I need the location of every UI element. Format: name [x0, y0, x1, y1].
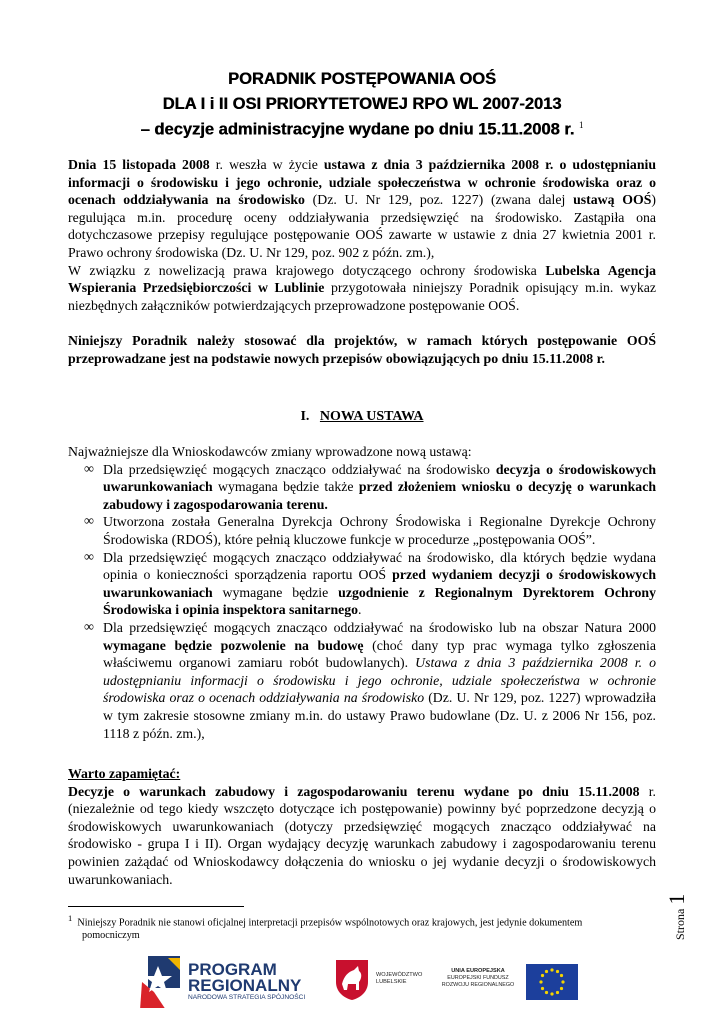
footnote-divider — [68, 906, 244, 907]
section-title: NOWA USTAWA — [319, 409, 424, 424]
bullet-1-text-b: decyzja o środowiskowych uwarunkowaniach — [103, 461, 657, 495]
intro-act-name: ustawa z dnia 3 października 2008 r. o udostępnianiu informacji o środowisku i jego ochronie, udziale społeczeństwa w ochronie środowiska oraz o ocenach oddziaływania na środowisko — [68, 157, 657, 208]
eu-line1: UNIA EUROPEJSKA — [451, 968, 505, 974]
infinity-bullet-icon: ∞ — [84, 549, 94, 565]
footnote — [68, 912, 656, 942]
program-name — [188, 962, 301, 994]
bullet-4-text-e: (Dz. U. Nr 129, poz. 1227) wprowadziła w tym zakresie stosowne zmiany m.in. do ustawy Prawo budowlane (Dz. U. z 2006 Nr 156, poz. 1118 z późn. zm.), — [103, 690, 656, 741]
intro-paragraph-2 — [68, 262, 656, 315]
lublin-line1: WOJEWÓDZTWO — [376, 972, 423, 978]
footer-logos — [0, 952, 724, 1012]
list-item — [68, 549, 656, 619]
footnote-text-2: pomocniczym — [82, 930, 140, 942]
eu-line2: EUROPEJSKI FUNDUSZ — [447, 975, 509, 981]
program-star-icon — [140, 952, 184, 1008]
notice-text: Niniejszy Poradnik należy stosować dla projektów, w ramach których postępowanie OOŚ przeprowadzane jest na podstawie nowych przepisów obowiązujących po dniu 15.11.2008 r. — [68, 332, 656, 366]
infinity-bullet-icon: ∞ — [84, 461, 94, 477]
changes-list — [68, 461, 656, 743]
bullet-3-text-e: . — [358, 602, 362, 618]
bullet-3-text-b: przed wydaniem decyzji o środowiskowych uwarunkowaniach — [103, 567, 657, 600]
footnote-ref[interactable]: 1 — [578, 120, 584, 130]
lublin-label — [376, 972, 422, 986]
doc-title-line2: DLA I i II OSI PRIORYTETOWEJ RPO WL 2007-2013 — [162, 95, 562, 113]
eu-flag-icon — [526, 964, 578, 1000]
intro-date: Dnia 15 listopada 2008 — [68, 157, 210, 172]
remember-paragraph — [68, 783, 656, 889]
infinity-bullet-icon: ∞ — [84, 514, 94, 530]
bullet-4-text-d: Ustawa z dnia 3 października 2008 r. o udostępnianiu informacji o środowisku i jego ochronie, udziale społeczeństwa w ochronie środowiska oraz o ocenach oddziaływania na środowisko — [103, 655, 657, 706]
bullet-1-text-a: Dla przedsięwzięć mogących znacząco oddziaływać na środowisko — [103, 461, 496, 477]
program-subtitle: NARODOWA STRATEGIA SPÓJNOŚCI — [188, 994, 306, 1001]
list-item — [68, 461, 656, 514]
intro-text-3: ) regulująca m.in. procedurę oceny oddziaływania przedsięwzięć na środowisko. Zastąpiła ona dotychczasowe przepisy regulujące postępowanie OOŚ zawarte w ustawie z dnia 27 kwietnia 2001 r. Prawo ochrony środowiska (Dz. U. Nr 129, poz. 902 z późn. zm.), — [68, 192, 656, 260]
section-heading — [0, 409, 724, 425]
remember-text-bold: Decyzje o warunkach zabudowy i zagospodarowaniu terenu wydane po dniu 15.11.2008 — [68, 783, 640, 799]
intro-p2-text-2: przygotowała niniejszy Poradnik opisujący m.in. wykaz niezbędnych załączników potwierdzających przeprowadzone postępowanie OOŚ. — [68, 280, 656, 313]
page-number-value: 1 — [664, 893, 689, 905]
footnote-number: 1 — [68, 913, 73, 923]
program-regionalny-logo — [140, 952, 310, 1008]
remember-label: Warto zapamiętać: — [68, 766, 181, 781]
footnote-text: Niniejszy Poradnik nie stanowi oficjalnej interpretacji przepisów wspólnotowych oraz krajowych, jest jedynie dokumentem — [77, 917, 583, 929]
section-number: I. — [300, 409, 310, 424]
bullet-3-text-c: wymagane będzie — [212, 584, 339, 600]
page-label: Strona — [673, 908, 687, 940]
bullet-3-text-a: Dla przedsięwzięć mogących znacząco oddziaływać na środowisko, dla których będzie wydana opinia o konieczności sporządzenia raportu OOŚ — [103, 549, 656, 583]
doc-title-line3 — [0, 120, 724, 140]
intro-section — [68, 156, 656, 367]
intro-text-1: r. weszła w życie — [209, 157, 324, 172]
list-item — [68, 513, 656, 548]
intro-paragraph — [68, 156, 656, 262]
page-number — [664, 893, 704, 940]
changes-section — [68, 443, 656, 742]
intro-text-2: (Dz. U. Nr 129, poz. 1227) (zwana dalej — [304, 192, 574, 208]
eu-fund-text — [432, 975, 524, 989]
lublin-line2: LUBELSKIE — [376, 979, 407, 985]
lublin-coat-of-arms-icon — [334, 958, 370, 1000]
bullet-3-text-d: uzgodnienie z Regionalnym Dyrektorem Ochrony Środowiska i opinia inspektora sanitarnego — [103, 584, 656, 618]
remember-section — [68, 765, 656, 888]
program-name-line2: REGIONALNY — [188, 976, 302, 995]
notice-paragraph — [68, 332, 656, 367]
intro-act-short: ustawą OOŚ — [573, 192, 652, 208]
intro-p2-text-1: W związku z nowelizacją prawa krajowego dotyczącego ochrony środowiska — [68, 262, 546, 278]
bullet-4-text-c: (choć dany typ prac wymaga tylko zgłoszenia właściwemu organowi zamiaru robót budowlanych). — [103, 637, 656, 671]
bullet-4-text-a: Dla przedsięwzięć mogących znacząco oddziaływać na środowisko lub na obszar Natura 2000 — [103, 619, 656, 635]
bullet-4-text-b: wymagane będzie pozwolenie na budowę — [103, 637, 364, 653]
changes-intro: Najważniejsze dla Wnioskodawców zmiany wprowadzone nową ustawą: — [68, 444, 472, 459]
eu-line3: ROZWOJU REGIONALNEGO — [441, 982, 515, 988]
program-name-line1: PROGRAM — [188, 960, 277, 979]
bullet-1-text-d: przed złożeniem wniosku o decyzję o warunkach zabudowy i zagospodarowania terenu. — [103, 479, 656, 512]
bullet-1-text-c: wymagana będzie także — [212, 479, 359, 495]
bullet-2-text: Utworzona została Generalna Dyrekcja Ochrony Środowiska i Regionalne Dyrekcje Ochrony Środowiska (RDOŚ), które pełnią kluczowe funkcje w procedurze „postępowania OOŚ”. — [103, 514, 656, 547]
remember-text: r. (niezależnie od tego kiedy wszczęto dotyczące ich postępowanie) powinny być poprzedzone decyzją o środowiskowych uwarunkowaniach (dotyczy przedsięwzięć mogących znacząco oddziaływać na środowisko - grupa I i II). Organ wydający decyzję warunkach zabudowy i zagospodarowaniu terenu powinien zażądać od Wnioskodawcy dołączenia do wniosku o jej wydanie decyzji o środowiskowych uwarunkowaniach. — [68, 783, 656, 887]
list-item — [68, 619, 656, 742]
infinity-bullet-icon: ∞ — [84, 619, 94, 635]
doc-title-line1: PORADNIK POSTĘPOWANIA OOŚ — [228, 70, 496, 88]
doc-title-line3-text: – decyzje administracyjne wydane po dniu 15.11.2008 r. — [140, 120, 575, 139]
agency-name: Lubelska Agencja Wspierania Przedsiębiorczości w Lublinie — [68, 262, 656, 296]
